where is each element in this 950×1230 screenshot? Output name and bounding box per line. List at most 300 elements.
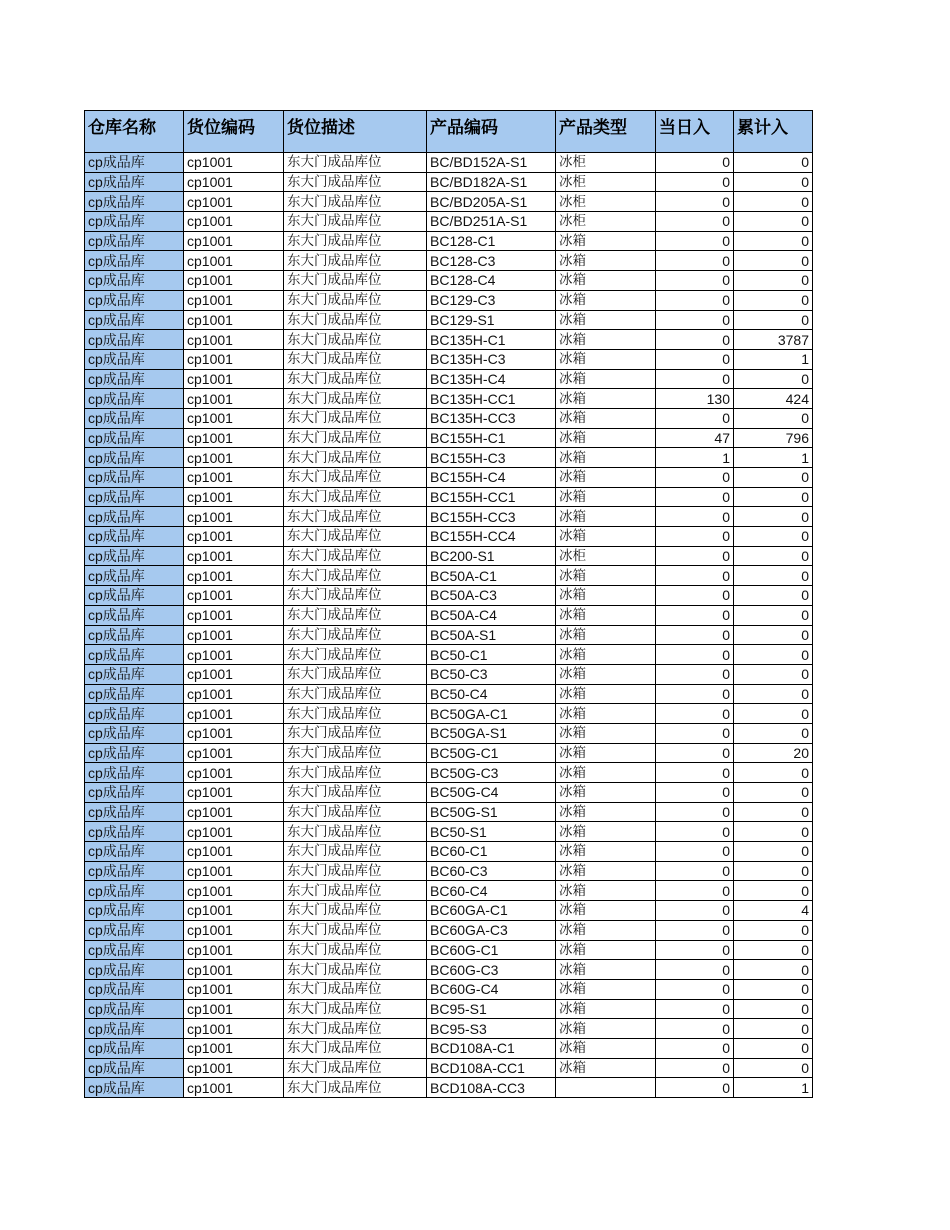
warehouse-name-cell[interactable]: cp成品库 <box>85 507 184 527</box>
location-desc-cell[interactable]: 东大门成品库位 <box>284 1038 427 1058</box>
daily-in-cell[interactable]: 0 <box>656 920 734 940</box>
location-desc-cell[interactable]: 东大门成品库位 <box>284 960 427 980</box>
warehouse-name-cell[interactable]: cp成品库 <box>85 212 184 232</box>
location-desc-cell[interactable]: 东大门成品库位 <box>284 172 427 192</box>
location-desc-cell[interactable]: 东大门成品库位 <box>284 605 427 625</box>
product-type-cell[interactable]: 冰箱 <box>556 605 656 625</box>
location-code-cell[interactable]: cp1001 <box>184 153 284 173</box>
location-code-cell[interactable]: cp1001 <box>184 723 284 743</box>
product-type-cell[interactable]: 冰箱 <box>556 389 656 409</box>
warehouse-name-cell[interactable]: cp成品库 <box>85 979 184 999</box>
cumulative-in-cell[interactable]: 3787 <box>734 330 813 350</box>
location-code-cell[interactable]: cp1001 <box>184 979 284 999</box>
product-type-cell[interactable]: 冰箱 <box>556 723 656 743</box>
warehouse-name-cell[interactable]: cp成品库 <box>85 1078 184 1098</box>
warehouse-name-cell[interactable]: cp成品库 <box>85 901 184 921</box>
daily-in-cell[interactable]: 0 <box>656 723 734 743</box>
location-desc-cell[interactable]: 东大门成品库位 <box>284 527 427 547</box>
cumulative-in-cell[interactable]: 0 <box>734 999 813 1019</box>
cumulative-in-cell[interactable]: 0 <box>734 763 813 783</box>
product-code-cell[interactable]: BC155H-CC1 <box>427 487 556 507</box>
location-desc-cell[interactable]: 东大门成品库位 <box>284 428 427 448</box>
location-code-cell[interactable]: cp1001 <box>184 389 284 409</box>
cumulative-in-cell[interactable]: 0 <box>734 527 813 547</box>
cumulative-in-cell[interactable]: 1 <box>734 448 813 468</box>
cumulative-in-cell[interactable]: 1 <box>734 349 813 369</box>
product-type-cell[interactable]: 冰箱 <box>556 468 656 488</box>
location-code-cell[interactable]: cp1001 <box>184 369 284 389</box>
daily-in-cell[interactable]: 0 <box>656 743 734 763</box>
location-code-cell[interactable]: cp1001 <box>184 566 284 586</box>
cumulative-in-cell[interactable]: 0 <box>734 605 813 625</box>
location-desc-cell[interactable]: 东大门成品库位 <box>284 664 427 684</box>
product-code-cell[interactable]: BC155H-C1 <box>427 428 556 448</box>
cumulative-in-cell[interactable]: 0 <box>734 979 813 999</box>
daily-in-cell[interactable]: 0 <box>656 172 734 192</box>
location-desc-cell[interactable]: 东大门成品库位 <box>284 546 427 566</box>
product-code-cell[interactable]: BC155H-CC3 <box>427 507 556 527</box>
location-desc-cell[interactable]: 东大门成品库位 <box>284 822 427 842</box>
product-code-cell[interactable]: BC135H-CC3 <box>427 408 556 428</box>
product-type-cell[interactable]: 冰箱 <box>556 664 656 684</box>
warehouse-name-cell[interactable]: cp成品库 <box>85 389 184 409</box>
location-code-cell[interactable]: cp1001 <box>184 645 284 665</box>
cumulative-in-cell[interactable]: 0 <box>734 271 813 291</box>
warehouse-name-cell[interactable]: cp成品库 <box>85 349 184 369</box>
daily-in-cell[interactable]: 0 <box>656 881 734 901</box>
daily-in-cell[interactable]: 0 <box>656 546 734 566</box>
cumulative-in-cell[interactable]: 0 <box>734 566 813 586</box>
product-code-cell[interactable]: BC50A-C3 <box>427 586 556 606</box>
location-desc-cell[interactable]: 东大门成品库位 <box>284 1058 427 1078</box>
warehouse-name-cell[interactable]: cp成品库 <box>85 290 184 310</box>
location-code-cell[interactable]: cp1001 <box>184 192 284 212</box>
product-type-cell[interactable]: 冰箱 <box>556 763 656 783</box>
warehouse-name-cell[interactable]: cp成品库 <box>85 330 184 350</box>
product-type-cell[interactable]: 冰箱 <box>556 920 656 940</box>
daily-in-cell[interactable]: 0 <box>656 487 734 507</box>
product-type-cell[interactable]: 冰箱 <box>556 271 656 291</box>
product-type-cell[interactable]: 冰箱 <box>556 448 656 468</box>
product-code-cell[interactable]: BC129-C3 <box>427 290 556 310</box>
location-code-cell[interactable]: cp1001 <box>184 920 284 940</box>
product-type-cell[interactable]: 冰箱 <box>556 251 656 271</box>
product-code-cell[interactable]: BC60G-C3 <box>427 960 556 980</box>
daily-in-cell[interactable]: 0 <box>656 271 734 291</box>
product-code-cell[interactable]: BC/BD251A-S1 <box>427 212 556 232</box>
location-code-cell[interactable]: cp1001 <box>184 172 284 192</box>
location-desc-cell[interactable]: 东大门成品库位 <box>284 369 427 389</box>
warehouse-name-cell[interactable]: cp成品库 <box>85 310 184 330</box>
product-code-cell[interactable]: BC60G-C4 <box>427 979 556 999</box>
location-desc-cell[interactable]: 东大门成品库位 <box>284 586 427 606</box>
product-type-cell[interactable]: 冰箱 <box>556 743 656 763</box>
product-type-cell[interactable]: 冰箱 <box>556 1058 656 1078</box>
product-code-cell[interactable]: BC50A-C1 <box>427 566 556 586</box>
product-code-cell[interactable]: BC128-C1 <box>427 231 556 251</box>
product-type-cell[interactable]: 冰箱 <box>556 428 656 448</box>
product-type-cell[interactable]: 冰箱 <box>556 1019 656 1039</box>
location-code-cell[interactable]: cp1001 <box>184 940 284 960</box>
location-desc-cell[interactable]: 东大门成品库位 <box>284 684 427 704</box>
product-type-cell[interactable]: 冰箱 <box>556 527 656 547</box>
location-desc-cell[interactable]: 东大门成品库位 <box>284 349 427 369</box>
daily-in-cell[interactable]: 0 <box>656 960 734 980</box>
cumulative-in-cell[interactable]: 0 <box>734 290 813 310</box>
location-code-cell[interactable]: cp1001 <box>184 664 284 684</box>
warehouse-name-cell[interactable]: cp成品库 <box>85 448 184 468</box>
warehouse-name-cell[interactable]: cp成品库 <box>85 527 184 547</box>
product-code-cell[interactable]: BC50GA-S1 <box>427 723 556 743</box>
location-desc-cell[interactable]: 东大门成品库位 <box>284 290 427 310</box>
product-code-cell[interactable]: BC60-C3 <box>427 861 556 881</box>
warehouse-name-cell[interactable]: cp成品库 <box>85 704 184 724</box>
warehouse-name-cell[interactable]: cp成品库 <box>85 940 184 960</box>
warehouse-name-cell[interactable]: cp成品库 <box>85 428 184 448</box>
cumulative-in-cell[interactable]: 0 <box>734 881 813 901</box>
daily-in-cell[interactable]: 47 <box>656 428 734 448</box>
warehouse-name-cell[interactable]: cp成品库 <box>85 842 184 862</box>
cumulative-in-cell[interactable]: 0 <box>734 802 813 822</box>
location-desc-cell[interactable]: 东大门成品库位 <box>284 723 427 743</box>
product-code-cell[interactable]: BC50-S1 <box>427 822 556 842</box>
location-desc-cell[interactable]: 东大门成品库位 <box>284 566 427 586</box>
location-code-cell[interactable]: cp1001 <box>184 290 284 310</box>
product-code-cell[interactable]: BC50G-C1 <box>427 743 556 763</box>
daily-in-cell[interactable]: 0 <box>656 310 734 330</box>
cumulative-in-cell[interactable]: 0 <box>734 1038 813 1058</box>
daily-in-cell[interactable]: 0 <box>656 763 734 783</box>
location-desc-cell[interactable]: 东大门成品库位 <box>284 920 427 940</box>
product-code-cell[interactable]: BC50A-S1 <box>427 625 556 645</box>
product-code-cell[interactable]: BC128-C3 <box>427 251 556 271</box>
location-code-cell[interactable]: cp1001 <box>184 527 284 547</box>
product-code-cell[interactable]: BC50G-C4 <box>427 783 556 803</box>
warehouse-name-cell[interactable]: cp成品库 <box>85 802 184 822</box>
daily-in-cell[interactable]: 0 <box>656 605 734 625</box>
warehouse-name-cell[interactable]: cp成品库 <box>85 743 184 763</box>
location-code-cell[interactable]: cp1001 <box>184 625 284 645</box>
daily-in-cell[interactable]: 0 <box>656 664 734 684</box>
product-code-cell[interactable]: BC/BD205A-S1 <box>427 192 556 212</box>
daily-in-cell[interactable]: 0 <box>656 566 734 586</box>
warehouse-name-cell[interactable]: cp成品库 <box>85 645 184 665</box>
location-desc-cell[interactable]: 东大门成品库位 <box>284 487 427 507</box>
product-code-cell[interactable]: BC135H-CC1 <box>427 389 556 409</box>
warehouse-name-cell[interactable]: cp成品库 <box>85 822 184 842</box>
location-code-cell[interactable]: cp1001 <box>184 468 284 488</box>
warehouse-name-cell[interactable]: cp成品库 <box>85 625 184 645</box>
location-code-cell[interactable]: cp1001 <box>184 763 284 783</box>
cumulative-in-cell[interactable]: 0 <box>734 960 813 980</box>
cumulative-in-cell[interactable]: 0 <box>734 783 813 803</box>
daily-in-cell[interactable]: 0 <box>656 645 734 665</box>
location-desc-cell[interactable]: 东大门成品库位 <box>284 881 427 901</box>
daily-in-cell[interactable]: 0 <box>656 330 734 350</box>
product-code-cell[interactable]: BC50G-S1 <box>427 802 556 822</box>
location-code-cell[interactable]: cp1001 <box>184 487 284 507</box>
daily-in-cell[interactable]: 0 <box>656 231 734 251</box>
cumulative-in-cell[interactable]: 796 <box>734 428 813 448</box>
product-code-cell[interactable]: BC/BD182A-S1 <box>427 172 556 192</box>
product-type-cell[interactable]: 冰箱 <box>556 566 656 586</box>
product-type-cell[interactable]: 冰箱 <box>556 861 656 881</box>
warehouse-name-cell[interactable]: cp成品库 <box>85 271 184 291</box>
product-type-cell[interactable]: 冰箱 <box>556 586 656 606</box>
product-type-cell[interactable]: 冰箱 <box>556 822 656 842</box>
location-desc-cell[interactable]: 东大门成品库位 <box>284 999 427 1019</box>
warehouse-name-cell[interactable]: cp成品库 <box>85 723 184 743</box>
cumulative-in-cell[interactable]: 0 <box>734 625 813 645</box>
cumulative-in-cell[interactable]: 20 <box>734 743 813 763</box>
daily-in-cell[interactable]: 0 <box>656 1038 734 1058</box>
product-type-cell[interactable]: 冰箱 <box>556 645 656 665</box>
location-code-cell[interactable]: cp1001 <box>184 507 284 527</box>
product-code-cell[interactable]: BC60GA-C1 <box>427 901 556 921</box>
location-desc-cell[interactable]: 东大门成品库位 <box>284 625 427 645</box>
product-type-cell[interactable]: 冰箱 <box>556 290 656 310</box>
product-type-cell[interactable]: 冰箱 <box>556 349 656 369</box>
product-type-cell[interactable]: 冰箱 <box>556 330 656 350</box>
location-code-cell[interactable]: cp1001 <box>184 822 284 842</box>
product-code-cell[interactable]: BCD108A-CC3 <box>427 1078 556 1098</box>
location-desc-cell[interactable]: 东大门成品库位 <box>284 212 427 232</box>
location-code-cell[interactable]: cp1001 <box>184 408 284 428</box>
location-code-cell[interactable]: cp1001 <box>184 231 284 251</box>
warehouse-name-cell[interactable]: cp成品库 <box>85 369 184 389</box>
daily-in-cell[interactable]: 0 <box>656 802 734 822</box>
location-code-cell[interactable]: cp1001 <box>184 1078 284 1098</box>
product-type-cell[interactable]: 冰柜 <box>556 172 656 192</box>
location-code-cell[interactable]: cp1001 <box>184 605 284 625</box>
warehouse-name-cell[interactable]: cp成品库 <box>85 172 184 192</box>
product-type-cell[interactable]: 冰箱 <box>556 408 656 428</box>
location-desc-cell[interactable]: 东大门成品库位 <box>284 704 427 724</box>
cumulative-in-cell[interactable]: 4 <box>734 901 813 921</box>
cumulative-in-cell[interactable]: 0 <box>734 468 813 488</box>
location-code-cell[interactable]: cp1001 <box>184 743 284 763</box>
location-code-cell[interactable]: cp1001 <box>184 428 284 448</box>
product-code-cell[interactable]: BC60-C4 <box>427 881 556 901</box>
location-code-cell[interactable]: cp1001 <box>184 448 284 468</box>
cumulative-in-cell[interactable]: 0 <box>734 586 813 606</box>
warehouse-name-cell[interactable]: cp成品库 <box>85 783 184 803</box>
daily-in-cell[interactable]: 0 <box>656 290 734 310</box>
product-type-cell[interactable]: 冰柜 <box>556 546 656 566</box>
location-desc-cell[interactable]: 东大门成品库位 <box>284 389 427 409</box>
cumulative-in-cell[interactable]: 0 <box>734 231 813 251</box>
cumulative-in-cell[interactable]: 0 <box>734 153 813 173</box>
daily-in-cell[interactable]: 0 <box>656 349 734 369</box>
cumulative-in-cell[interactable]: 0 <box>734 192 813 212</box>
cumulative-in-cell[interactable]: 0 <box>734 507 813 527</box>
cumulative-in-cell[interactable]: 1 <box>734 1078 813 1098</box>
cumulative-in-cell[interactable]: 0 <box>734 861 813 881</box>
daily-in-cell[interactable]: 0 <box>656 586 734 606</box>
product-type-cell[interactable]: 冰箱 <box>556 881 656 901</box>
daily-in-cell[interactable]: 0 <box>656 1078 734 1098</box>
cumulative-in-cell[interactable]: 0 <box>734 546 813 566</box>
daily-in-cell[interactable]: 0 <box>656 625 734 645</box>
daily-in-cell[interactable]: 0 <box>656 192 734 212</box>
location-code-cell[interactable]: cp1001 <box>184 802 284 822</box>
location-desc-cell[interactable]: 东大门成品库位 <box>284 330 427 350</box>
warehouse-name-cell[interactable]: cp成品库 <box>85 684 184 704</box>
product-type-cell[interactable]: 冰箱 <box>556 507 656 527</box>
daily-in-cell[interactable]: 130 <box>656 389 734 409</box>
location-code-cell[interactable]: cp1001 <box>184 901 284 921</box>
daily-in-cell[interactable]: 0 <box>656 507 734 527</box>
location-code-cell[interactable]: cp1001 <box>184 310 284 330</box>
location-code-cell[interactable]: cp1001 <box>184 1019 284 1039</box>
product-code-cell[interactable]: BCD108A-CC1 <box>427 1058 556 1078</box>
location-code-cell[interactable]: cp1001 <box>184 212 284 232</box>
location-desc-cell[interactable]: 东大门成品库位 <box>284 979 427 999</box>
product-code-cell[interactable]: BC95-S3 <box>427 1019 556 1039</box>
location-desc-cell[interactable]: 东大门成品库位 <box>284 802 427 822</box>
daily-in-cell[interactable]: 0 <box>656 527 734 547</box>
location-code-cell[interactable]: cp1001 <box>184 586 284 606</box>
location-code-cell[interactable]: cp1001 <box>184 271 284 291</box>
location-desc-cell[interactable]: 东大门成品库位 <box>284 743 427 763</box>
product-code-cell[interactable]: BC95-S1 <box>427 999 556 1019</box>
product-code-cell[interactable]: BC50-C3 <box>427 664 556 684</box>
product-type-cell[interactable] <box>556 1078 656 1098</box>
product-code-cell[interactable]: BC135H-C3 <box>427 349 556 369</box>
location-code-cell[interactable]: cp1001 <box>184 1038 284 1058</box>
cumulative-in-cell[interactable]: 0 <box>734 212 813 232</box>
location-desc-cell[interactable]: 东大门成品库位 <box>284 251 427 271</box>
location-desc-cell[interactable]: 东大门成品库位 <box>284 1019 427 1039</box>
warehouse-name-cell[interactable]: cp成品库 <box>85 664 184 684</box>
product-code-cell[interactable]: BC60G-C1 <box>427 940 556 960</box>
daily-in-cell[interactable]: 0 <box>656 822 734 842</box>
cumulative-in-cell[interactable]: 0 <box>734 664 813 684</box>
location-code-cell[interactable]: cp1001 <box>184 999 284 1019</box>
cumulative-in-cell[interactable]: 0 <box>734 723 813 743</box>
location-code-cell[interactable]: cp1001 <box>184 349 284 369</box>
warehouse-name-cell[interactable]: cp成品库 <box>85 231 184 251</box>
location-desc-cell[interactable]: 东大门成品库位 <box>284 645 427 665</box>
product-code-cell[interactable]: BC155H-C4 <box>427 468 556 488</box>
cumulative-in-cell[interactable]: 0 <box>734 920 813 940</box>
product-type-cell[interactable]: 冰箱 <box>556 487 656 507</box>
cumulative-in-cell[interactable]: 0 <box>734 172 813 192</box>
warehouse-name-cell[interactable]: cp成品库 <box>85 546 184 566</box>
product-type-cell[interactable]: 冰柜 <box>556 192 656 212</box>
daily-in-cell[interactable]: 0 <box>656 1058 734 1078</box>
warehouse-name-cell[interactable]: cp成品库 <box>85 586 184 606</box>
product-type-cell[interactable]: 冰柜 <box>556 153 656 173</box>
daily-in-cell[interactable]: 0 <box>656 901 734 921</box>
warehouse-name-cell[interactable]: cp成品库 <box>85 960 184 980</box>
daily-in-cell[interactable]: 0 <box>656 999 734 1019</box>
cumulative-in-cell[interactable]: 0 <box>734 684 813 704</box>
warehouse-name-cell[interactable]: cp成品库 <box>85 192 184 212</box>
product-code-cell[interactable]: BC60-C1 <box>427 842 556 862</box>
product-type-cell[interactable]: 冰箱 <box>556 684 656 704</box>
cumulative-in-cell[interactable]: 0 <box>734 1058 813 1078</box>
cumulative-in-cell[interactable]: 0 <box>734 369 813 389</box>
location-desc-cell[interactable]: 东大门成品库位 <box>284 468 427 488</box>
warehouse-name-cell[interactable]: cp成品库 <box>85 566 184 586</box>
location-code-cell[interactable]: cp1001 <box>184 251 284 271</box>
warehouse-name-cell[interactable]: cp成品库 <box>85 1058 184 1078</box>
location-code-cell[interactable]: cp1001 <box>184 960 284 980</box>
warehouse-name-cell[interactable]: cp成品库 <box>85 999 184 1019</box>
product-type-cell[interactable]: 冰箱 <box>556 842 656 862</box>
location-code-cell[interactable]: cp1001 <box>184 546 284 566</box>
daily-in-cell[interactable]: 0 <box>656 684 734 704</box>
product-code-cell[interactable]: BC129-S1 <box>427 310 556 330</box>
daily-in-cell[interactable]: 0 <box>656 704 734 724</box>
cumulative-in-cell[interactable]: 0 <box>734 251 813 271</box>
product-type-cell[interactable]: 冰箱 <box>556 979 656 999</box>
warehouse-name-cell[interactable]: cp成品库 <box>85 1019 184 1039</box>
daily-in-cell[interactable]: 0 <box>656 369 734 389</box>
cumulative-in-cell[interactable]: 0 <box>734 842 813 862</box>
product-type-cell[interactable]: 冰箱 <box>556 901 656 921</box>
daily-in-cell[interactable]: 0 <box>656 979 734 999</box>
cumulative-in-cell[interactable]: 0 <box>734 487 813 507</box>
cumulative-in-cell[interactable]: 0 <box>734 645 813 665</box>
location-desc-cell[interactable]: 东大门成品库位 <box>284 783 427 803</box>
location-desc-cell[interactable]: 东大门成品库位 <box>284 940 427 960</box>
location-desc-cell[interactable]: 东大门成品库位 <box>284 507 427 527</box>
product-type-cell[interactable]: 冰箱 <box>556 802 656 822</box>
cumulative-in-cell[interactable]: 0 <box>734 940 813 960</box>
cumulative-in-cell[interactable]: 0 <box>734 310 813 330</box>
product-code-cell[interactable]: BC50-C4 <box>427 684 556 704</box>
product-code-cell[interactable]: BC50G-C3 <box>427 763 556 783</box>
location-desc-cell[interactable]: 东大门成品库位 <box>284 901 427 921</box>
location-desc-cell[interactable]: 东大门成品库位 <box>284 842 427 862</box>
product-code-cell[interactable]: BCD108A-C1 <box>427 1038 556 1058</box>
location-desc-cell[interactable]: 东大门成品库位 <box>284 408 427 428</box>
location-code-cell[interactable]: cp1001 <box>184 684 284 704</box>
product-code-cell[interactable]: BC128-C4 <box>427 271 556 291</box>
warehouse-name-cell[interactable]: cp成品库 <box>85 605 184 625</box>
location-code-cell[interactable]: cp1001 <box>184 881 284 901</box>
location-desc-cell[interactable]: 东大门成品库位 <box>284 310 427 330</box>
location-desc-cell[interactable]: 东大门成品库位 <box>284 271 427 291</box>
product-type-cell[interactable]: 冰箱 <box>556 231 656 251</box>
warehouse-name-cell[interactable]: cp成品库 <box>85 763 184 783</box>
warehouse-name-cell[interactable]: cp成品库 <box>85 153 184 173</box>
product-type-cell[interactable]: 冰箱 <box>556 783 656 803</box>
product-code-cell[interactable]: BC50GA-C1 <box>427 704 556 724</box>
location-desc-cell[interactable]: 东大门成品库位 <box>284 763 427 783</box>
product-code-cell[interactable]: BC135H-C4 <box>427 369 556 389</box>
product-type-cell[interactable]: 冰箱 <box>556 369 656 389</box>
product-type-cell[interactable]: 冰箱 <box>556 940 656 960</box>
daily-in-cell[interactable]: 0 <box>656 212 734 232</box>
daily-in-cell[interactable]: 0 <box>656 861 734 881</box>
warehouse-name-cell[interactable]: cp成品库 <box>85 468 184 488</box>
location-desc-cell[interactable]: 东大门成品库位 <box>284 1078 427 1098</box>
daily-in-cell[interactable]: 0 <box>656 468 734 488</box>
location-desc-cell[interactable]: 东大门成品库位 <box>284 231 427 251</box>
daily-in-cell[interactable]: 1 <box>656 448 734 468</box>
location-code-cell[interactable]: cp1001 <box>184 861 284 881</box>
product-type-cell[interactable]: 冰箱 <box>556 960 656 980</box>
daily-in-cell[interactable]: 0 <box>656 408 734 428</box>
warehouse-name-cell[interactable]: cp成品库 <box>85 251 184 271</box>
location-desc-cell[interactable]: 东大门成品库位 <box>284 448 427 468</box>
product-code-cell[interactable]: BC155H-C3 <box>427 448 556 468</box>
product-code-cell[interactable]: BC135H-C1 <box>427 330 556 350</box>
location-desc-cell[interactable]: 东大门成品库位 <box>284 192 427 212</box>
